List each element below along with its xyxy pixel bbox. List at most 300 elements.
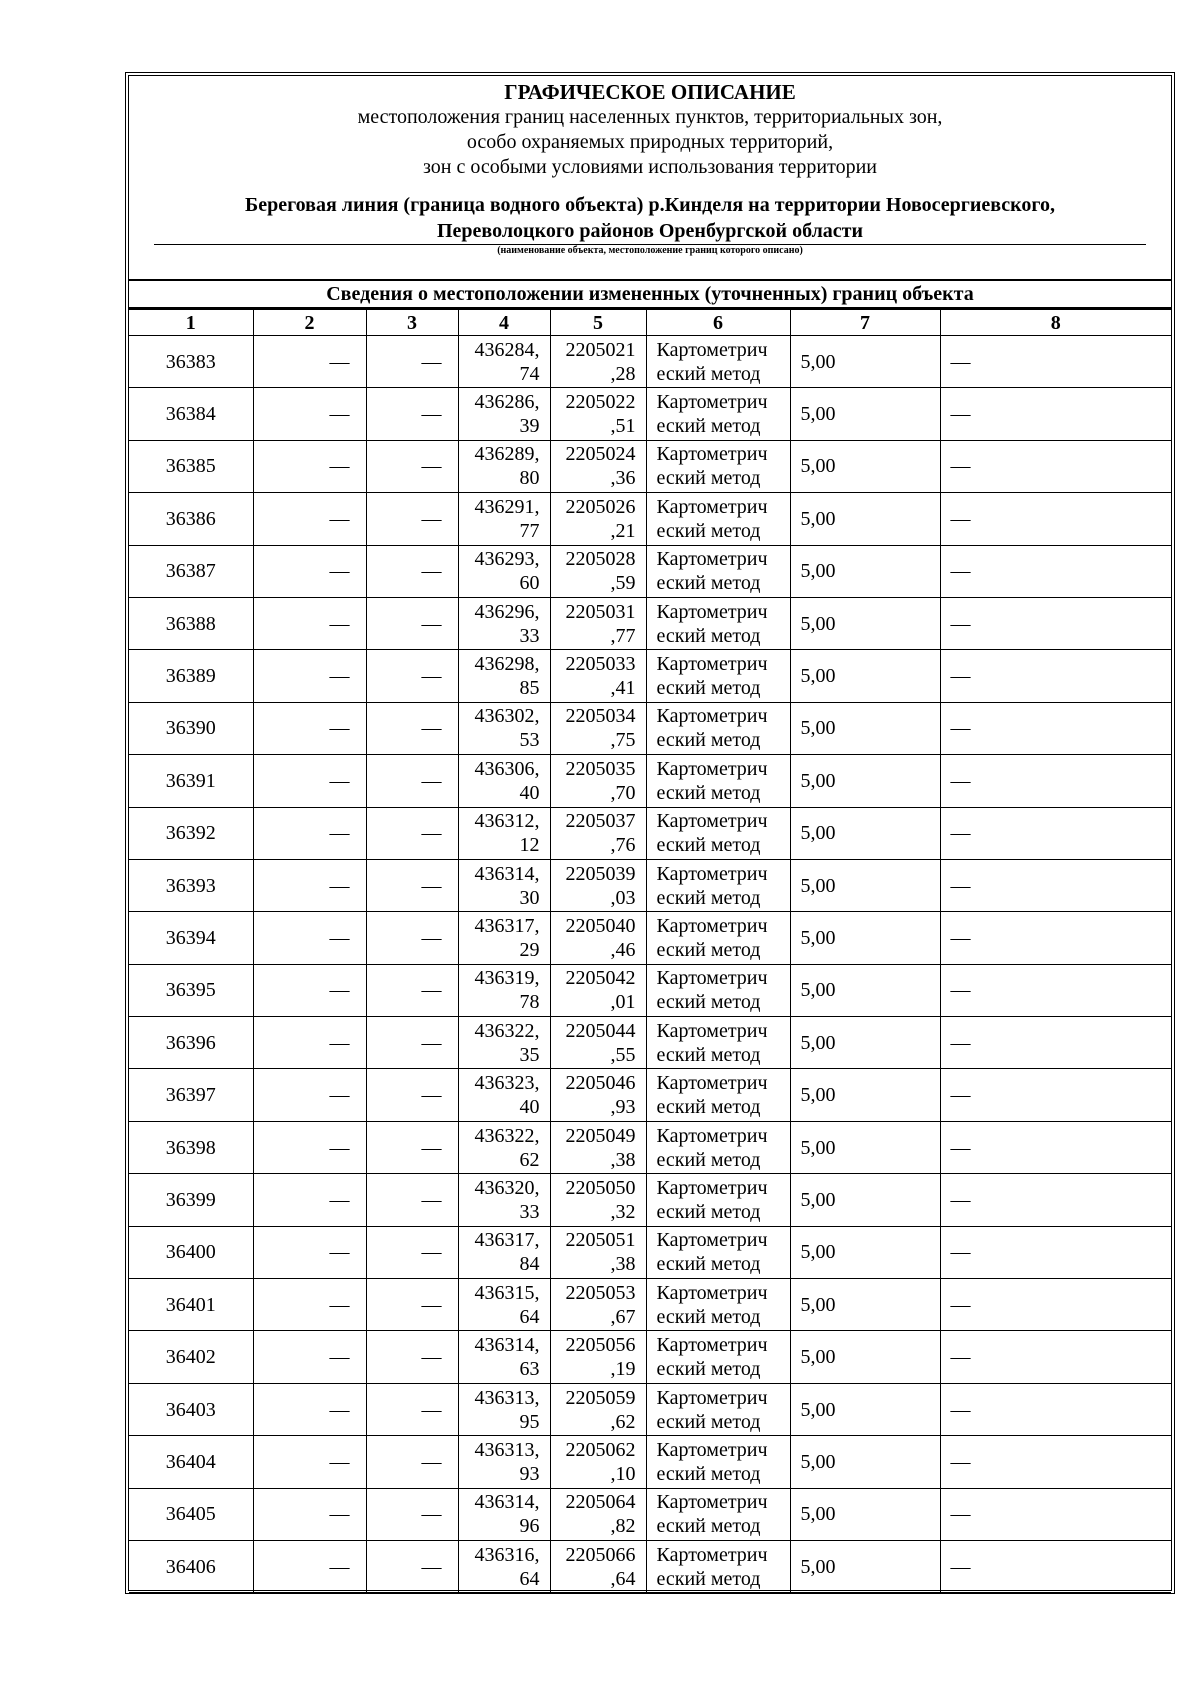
column-2-cell: —	[253, 1436, 366, 1488]
table-row	[129, 1174, 1171, 1226]
method-part: Картометрич	[656, 1124, 768, 1147]
column-3-cell: —	[366, 1069, 458, 1121]
point-number-cell: 36399	[129, 1174, 253, 1226]
y-coordinate-part: ,76	[610, 834, 636, 857]
x-coordinate-part: 33	[519, 1200, 540, 1223]
x-coordinate-cell	[458, 1436, 550, 1488]
y-coordinate-part: ,10	[610, 1462, 636, 1485]
x-coordinate-part: 436286,	[474, 391, 540, 414]
y-coordinate-cell	[550, 912, 646, 964]
y-coordinate-part: ,67	[610, 1305, 636, 1328]
column-8-cell: —	[940, 493, 1171, 545]
table-row	[129, 964, 1171, 1016]
y-coordinate-cell	[550, 1121, 646, 1173]
object-name-line-2: Переволоцкого районов Оренбургской области	[436, 220, 864, 242]
y-coordinate-part: ,01	[610, 991, 636, 1014]
y-coordinate-cell	[550, 1436, 646, 1488]
method-part: еский метод	[656, 1410, 761, 1433]
x-coordinate-part: 436284,	[474, 338, 540, 361]
y-coordinate-part: 2205062	[565, 1438, 636, 1461]
x-coordinate-cell	[458, 755, 550, 807]
y-coordinate-part: 2205021	[565, 338, 636, 361]
point-number-cell: 36400	[129, 1226, 253, 1278]
y-coordinate-cell	[550, 755, 646, 807]
y-coordinate-part: ,21	[610, 519, 636, 542]
column-3-cell: —	[366, 964, 458, 1016]
method-cell	[646, 912, 790, 964]
y-coordinate-part: 2205064	[565, 1491, 636, 1514]
method-part: еский метод	[656, 781, 761, 804]
column-3-cell: —	[366, 755, 458, 807]
x-coordinate-part: 33	[519, 624, 540, 647]
column-8-cell: —	[940, 912, 1171, 964]
column-8-cell: —	[940, 650, 1171, 702]
y-coordinate-part: 2205028	[565, 548, 636, 571]
method-cell	[646, 859, 790, 911]
method-part: Картометрич	[656, 1229, 768, 1252]
method-part: Картометрич	[656, 1491, 768, 1514]
point-number-cell: 36402	[129, 1331, 253, 1383]
method-part: еский метод	[656, 519, 761, 542]
x-coordinate-part: 436312,	[474, 810, 540, 833]
column-3-cell: —	[366, 859, 458, 911]
method-part: еский метод	[656, 624, 761, 647]
column-2-cell: —	[253, 650, 366, 702]
column-8-cell: —	[940, 545, 1171, 597]
y-coordinate-part: 2205035	[565, 757, 636, 780]
method-part: Картометрич	[656, 705, 768, 728]
column-2-cell: —	[253, 1540, 366, 1592]
table-row	[129, 807, 1171, 859]
table-row	[129, 650, 1171, 702]
method-cell	[646, 440, 790, 492]
method-part: Картометрич	[656, 391, 768, 414]
x-coordinate-part: 436296,	[474, 600, 540, 623]
y-coordinate-part: 2205066	[565, 1543, 636, 1566]
method-cell	[646, 650, 790, 702]
subtitle-line-1: местоположения границ населенных пунктов, территориальных зон,	[357, 106, 943, 128]
method-part: еский метод	[656, 1567, 761, 1590]
x-coordinate-part: 78	[519, 991, 540, 1014]
table-row	[129, 1017, 1171, 1069]
coordinates-table	[129, 309, 1171, 1593]
column-2-cell: —	[253, 1331, 366, 1383]
x-coordinate-cell	[458, 336, 550, 388]
column-3-cell: —	[366, 1226, 458, 1278]
y-coordinate-part: ,75	[610, 729, 636, 752]
point-number-cell: 36395	[129, 964, 253, 1016]
x-coordinate-cell	[458, 1069, 550, 1121]
x-coordinate-part: 85	[519, 677, 540, 700]
x-coordinate-part: 39	[519, 415, 540, 438]
y-coordinate-part: ,77	[610, 624, 636, 647]
column-3-cell: —	[366, 702, 458, 754]
y-coordinate-part: 2205024	[565, 443, 636, 466]
method-cell	[646, 597, 790, 649]
method-part: Картометрич	[656, 1281, 768, 1304]
method-cell	[646, 1226, 790, 1278]
column-8-cell: —	[940, 597, 1171, 649]
accuracy-cell: 5,00	[790, 755, 940, 807]
method-part: Картометрич	[656, 1386, 768, 1409]
column-2-cell: —	[253, 1383, 366, 1435]
x-coordinate-part: 436313,	[474, 1438, 540, 1461]
method-part: еский метод	[656, 1200, 761, 1223]
column-3-cell: —	[366, 1331, 458, 1383]
object-name	[129, 192, 1171, 244]
x-coordinate-cell	[458, 859, 550, 911]
method-part: еский метод	[656, 1043, 761, 1066]
column-2-cell: —	[253, 336, 366, 388]
x-coordinate-part: 436306,	[474, 757, 540, 780]
y-coordinate-cell	[550, 440, 646, 492]
column-3-cell: —	[366, 1174, 458, 1226]
column-2-cell: —	[253, 807, 366, 859]
y-coordinate-part: 2205022	[565, 391, 636, 414]
column-2-cell: —	[253, 1174, 366, 1226]
x-coordinate-part: 436293,	[474, 548, 540, 571]
x-coordinate-part: 40	[519, 1096, 540, 1119]
column-8-cell: —	[940, 1121, 1171, 1173]
method-part: еский метод	[656, 1253, 761, 1276]
column-8-cell: —	[940, 964, 1171, 1016]
method-part: еский метод	[656, 1305, 761, 1328]
accuracy-cell: 5,00	[790, 912, 940, 964]
y-coordinate-part: 2205051	[565, 1229, 636, 1252]
point-number-cell: 36384	[129, 388, 253, 440]
accuracy-cell: 5,00	[790, 964, 940, 1016]
accuracy-cell: 5,00	[790, 1174, 940, 1226]
column-3-cell: —	[366, 1540, 458, 1592]
method-part: еский метод	[656, 415, 761, 438]
column-2-cell: —	[253, 1226, 366, 1278]
method-cell	[646, 755, 790, 807]
x-coordinate-part: 436322,	[474, 1124, 540, 1147]
column-3-cell: —	[366, 440, 458, 492]
column-8-cell: —	[940, 336, 1171, 388]
x-coordinate-part: 436319,	[474, 967, 540, 990]
point-number-cell: 36383	[129, 336, 253, 388]
x-coordinate-cell	[458, 1017, 550, 1069]
accuracy-cell: 5,00	[790, 1488, 940, 1540]
object-caption: (наименование объекта, местоположение границ которого описано)	[497, 245, 803, 256]
document-title: ГРАФИЧЕСКОЕ ОПИСАНИЕ	[504, 80, 796, 104]
method-part: Картометрич	[656, 810, 768, 833]
accuracy-cell: 5,00	[790, 702, 940, 754]
point-number-cell: 36392	[129, 807, 253, 859]
column-8-cell: —	[940, 1174, 1171, 1226]
y-coordinate-part: 2205031	[565, 600, 636, 623]
x-coordinate-part: 436298,	[474, 653, 540, 676]
table-row	[129, 388, 1171, 440]
table-row	[129, 1331, 1171, 1383]
method-cell	[646, 1436, 790, 1488]
y-coordinate-cell	[550, 336, 646, 388]
accuracy-cell: 5,00	[790, 1331, 940, 1383]
y-coordinate-part: 2205034	[565, 705, 636, 728]
method-part: еский метод	[656, 572, 761, 595]
column-2-cell: —	[253, 1121, 366, 1173]
document-frame	[125, 72, 1175, 1594]
subtitle-line-2: особо охраняемых природных территорий,	[466, 131, 834, 153]
method-part: Картометрич	[656, 1438, 768, 1461]
accuracy-cell: 5,00	[790, 597, 940, 649]
y-coordinate-cell	[550, 545, 646, 597]
method-part: Картометрич	[656, 757, 768, 780]
y-coordinate-part: ,93	[610, 1096, 636, 1119]
y-coordinate-cell	[550, 1488, 646, 1540]
y-coordinate-part: 2205040	[565, 914, 636, 937]
x-coordinate-part: 40	[519, 781, 540, 804]
x-coordinate-cell	[458, 702, 550, 754]
method-part: Картометрич	[656, 1543, 768, 1566]
method-part: еский метод	[656, 362, 761, 385]
point-number-cell: 36405	[129, 1488, 253, 1540]
column-8-cell: —	[940, 1383, 1171, 1435]
column-header: 8	[940, 310, 1171, 336]
x-coordinate-cell	[458, 807, 550, 859]
x-coordinate-cell	[458, 912, 550, 964]
y-coordinate-cell	[550, 1540, 646, 1592]
section-title: Сведения о местоположении измененных (уточненных) границ объекта	[129, 279, 1171, 309]
y-coordinate-part: 2205033	[565, 653, 636, 676]
x-coordinate-part: 63	[519, 1358, 540, 1381]
accuracy-cell: 5,00	[790, 1121, 940, 1173]
accuracy-cell: 5,00	[790, 1383, 940, 1435]
accuracy-cell: 5,00	[790, 1436, 940, 1488]
accuracy-cell: 5,00	[790, 807, 940, 859]
x-coordinate-cell	[458, 964, 550, 1016]
x-coordinate-cell	[458, 545, 550, 597]
y-coordinate-part: 2205026	[565, 495, 636, 518]
point-number-cell: 36393	[129, 859, 253, 911]
y-coordinate-part: ,82	[610, 1515, 636, 1538]
point-number-cell: 36390	[129, 702, 253, 754]
x-coordinate-cell	[458, 1121, 550, 1173]
column-3-cell: —	[366, 1279, 458, 1331]
column-8-cell: —	[940, 1226, 1171, 1278]
y-coordinate-part: ,38	[610, 1148, 636, 1171]
y-coordinate-cell	[550, 1331, 646, 1383]
method-part: Картометрич	[656, 1176, 768, 1199]
point-number-cell: 36385	[129, 440, 253, 492]
point-number-cell: 36406	[129, 1540, 253, 1592]
table-row	[129, 1226, 1171, 1278]
y-coordinate-cell	[550, 597, 646, 649]
column-8-cell: —	[940, 1331, 1171, 1383]
column-3-cell: —	[366, 336, 458, 388]
y-coordinate-part: ,38	[610, 1253, 636, 1276]
method-part: Картометрич	[656, 967, 768, 990]
method-cell	[646, 1069, 790, 1121]
column-header: 5	[550, 310, 646, 336]
method-cell	[646, 493, 790, 545]
accuracy-cell: 5,00	[790, 650, 940, 702]
method-cell	[646, 1540, 790, 1592]
column-header: 3	[366, 310, 458, 336]
x-coordinate-part: 29	[519, 938, 540, 961]
y-coordinate-part: ,64	[610, 1567, 636, 1590]
method-cell	[646, 1121, 790, 1173]
column-8-cell: —	[940, 807, 1171, 859]
method-cell	[646, 545, 790, 597]
x-coordinate-part: 436320,	[474, 1176, 540, 1199]
x-coordinate-part: 436289,	[474, 443, 540, 466]
method-cell	[646, 1174, 790, 1226]
method-part: Картометрич	[656, 338, 768, 361]
x-coordinate-part: 436291,	[474, 495, 540, 518]
column-8-cell: —	[940, 702, 1171, 754]
column-3-cell: —	[366, 1121, 458, 1173]
document-header	[129, 76, 1171, 281]
method-part: Картометрич	[656, 1019, 768, 1042]
column-8-cell: —	[940, 388, 1171, 440]
x-coordinate-cell	[458, 440, 550, 492]
table-row	[129, 859, 1171, 911]
column-2-cell: —	[253, 493, 366, 545]
accuracy-cell: 5,00	[790, 859, 940, 911]
y-coordinate-part: 2205050	[565, 1176, 636, 1199]
table-header-row	[129, 310, 1171, 336]
point-number-cell: 36394	[129, 912, 253, 964]
y-coordinate-part: 2205059	[565, 1386, 636, 1409]
table-row	[129, 702, 1171, 754]
table-row	[129, 1436, 1171, 1488]
method-part: еский метод	[656, 1358, 761, 1381]
table-row	[129, 597, 1171, 649]
x-coordinate-part: 12	[519, 834, 540, 857]
column-2-cell: —	[253, 702, 366, 754]
x-coordinate-part: 436322,	[474, 1019, 540, 1042]
point-number-cell: 36403	[129, 1383, 253, 1435]
x-coordinate-cell	[458, 1331, 550, 1383]
y-coordinate-part: 2205037	[565, 810, 636, 833]
x-coordinate-part: 62	[519, 1148, 540, 1171]
x-coordinate-part: 64	[519, 1567, 540, 1590]
x-coordinate-cell	[458, 1174, 550, 1226]
y-coordinate-cell	[550, 650, 646, 702]
column-2-cell: —	[253, 440, 366, 492]
column-3-cell: —	[366, 1017, 458, 1069]
column-8-cell: —	[940, 1540, 1171, 1592]
x-coordinate-cell	[458, 650, 550, 702]
x-coordinate-part: 96	[519, 1515, 540, 1538]
object-name-line-1: Береговая линия (граница водного объекта) р.Кинделя на территории Новосергиевского,	[245, 194, 1055, 216]
y-coordinate-cell	[550, 1017, 646, 1069]
y-coordinate-part: ,62	[610, 1410, 636, 1433]
x-coordinate-part: 64	[519, 1305, 540, 1328]
x-coordinate-part: 436314,	[474, 1491, 540, 1514]
x-coordinate-part: 436313,	[474, 1386, 540, 1409]
x-coordinate-cell	[458, 388, 550, 440]
x-coordinate-part: 436315,	[474, 1281, 540, 1304]
y-coordinate-cell	[550, 1279, 646, 1331]
column-8-cell: —	[940, 859, 1171, 911]
point-number-cell: 36404	[129, 1436, 253, 1488]
y-coordinate-part: ,19	[610, 1358, 636, 1381]
column-3-cell: —	[366, 912, 458, 964]
y-coordinate-part: 2205049	[565, 1124, 636, 1147]
method-part: еский метод	[656, 677, 761, 700]
y-coordinate-part: ,55	[610, 1043, 636, 1066]
point-number-cell: 36388	[129, 597, 253, 649]
y-coordinate-part: ,46	[610, 938, 636, 961]
accuracy-cell: 5,00	[790, 336, 940, 388]
y-coordinate-part: 2205046	[565, 1072, 636, 1095]
x-coordinate-part: 60	[519, 572, 540, 595]
y-coordinate-part: 2205039	[565, 862, 636, 885]
column-2-cell: —	[253, 1017, 366, 1069]
method-part: еский метод	[656, 991, 761, 1014]
column-8-cell: —	[940, 1017, 1171, 1069]
accuracy-cell: 5,00	[790, 440, 940, 492]
column-8-cell: —	[940, 1488, 1171, 1540]
y-coordinate-cell	[550, 859, 646, 911]
x-coordinate-part: 80	[519, 467, 540, 490]
accuracy-cell: 5,00	[790, 388, 940, 440]
point-number-cell: 36391	[129, 755, 253, 807]
table-row	[129, 1383, 1171, 1435]
column-3-cell: —	[366, 1488, 458, 1540]
table-row	[129, 912, 1171, 964]
point-number-cell: 36398	[129, 1121, 253, 1173]
y-coordinate-part: ,70	[610, 781, 636, 804]
column-3-cell: —	[366, 597, 458, 649]
point-number-cell: 36389	[129, 650, 253, 702]
method-part: еский метод	[656, 1515, 761, 1538]
x-coordinate-cell	[458, 1488, 550, 1540]
x-coordinate-part: 436302,	[474, 705, 540, 728]
method-part: еский метод	[656, 729, 761, 752]
x-coordinate-cell	[458, 1226, 550, 1278]
table-row	[129, 493, 1171, 545]
x-coordinate-part: 436317,	[474, 914, 540, 937]
table-row	[129, 1069, 1171, 1121]
column-header: 7	[790, 310, 940, 336]
column-3-cell: —	[366, 388, 458, 440]
accuracy-cell: 5,00	[790, 1226, 940, 1278]
column-3-cell: —	[366, 545, 458, 597]
y-coordinate-part: ,32	[610, 1200, 636, 1223]
y-coordinate-cell	[550, 1383, 646, 1435]
point-number-cell: 36387	[129, 545, 253, 597]
method-cell	[646, 1279, 790, 1331]
column-2-cell: —	[253, 545, 366, 597]
column-header: 2	[253, 310, 366, 336]
y-coordinate-part: 2205042	[565, 967, 636, 990]
column-header: 6	[646, 310, 790, 336]
method-cell	[646, 1331, 790, 1383]
method-part: Картометрич	[656, 443, 768, 466]
method-cell	[646, 1017, 790, 1069]
method-cell	[646, 807, 790, 859]
column-2-cell: —	[253, 964, 366, 1016]
y-coordinate-part: 2205053	[565, 1281, 636, 1304]
column-2-cell: —	[253, 1069, 366, 1121]
accuracy-cell: 5,00	[790, 1017, 940, 1069]
x-coordinate-cell	[458, 1279, 550, 1331]
x-coordinate-part: 77	[519, 519, 540, 542]
accuracy-cell: 5,00	[790, 493, 940, 545]
y-coordinate-part: ,41	[610, 677, 636, 700]
y-coordinate-part: ,28	[610, 362, 636, 385]
subtitle-line-3: зон с особыми условиями использования территории	[422, 156, 878, 178]
method-part: еский метод	[656, 1462, 761, 1485]
x-coordinate-part: 95	[519, 1410, 540, 1433]
y-coordinate-part: 2205056	[565, 1334, 636, 1357]
y-coordinate-cell	[550, 1069, 646, 1121]
table-row	[129, 440, 1171, 492]
